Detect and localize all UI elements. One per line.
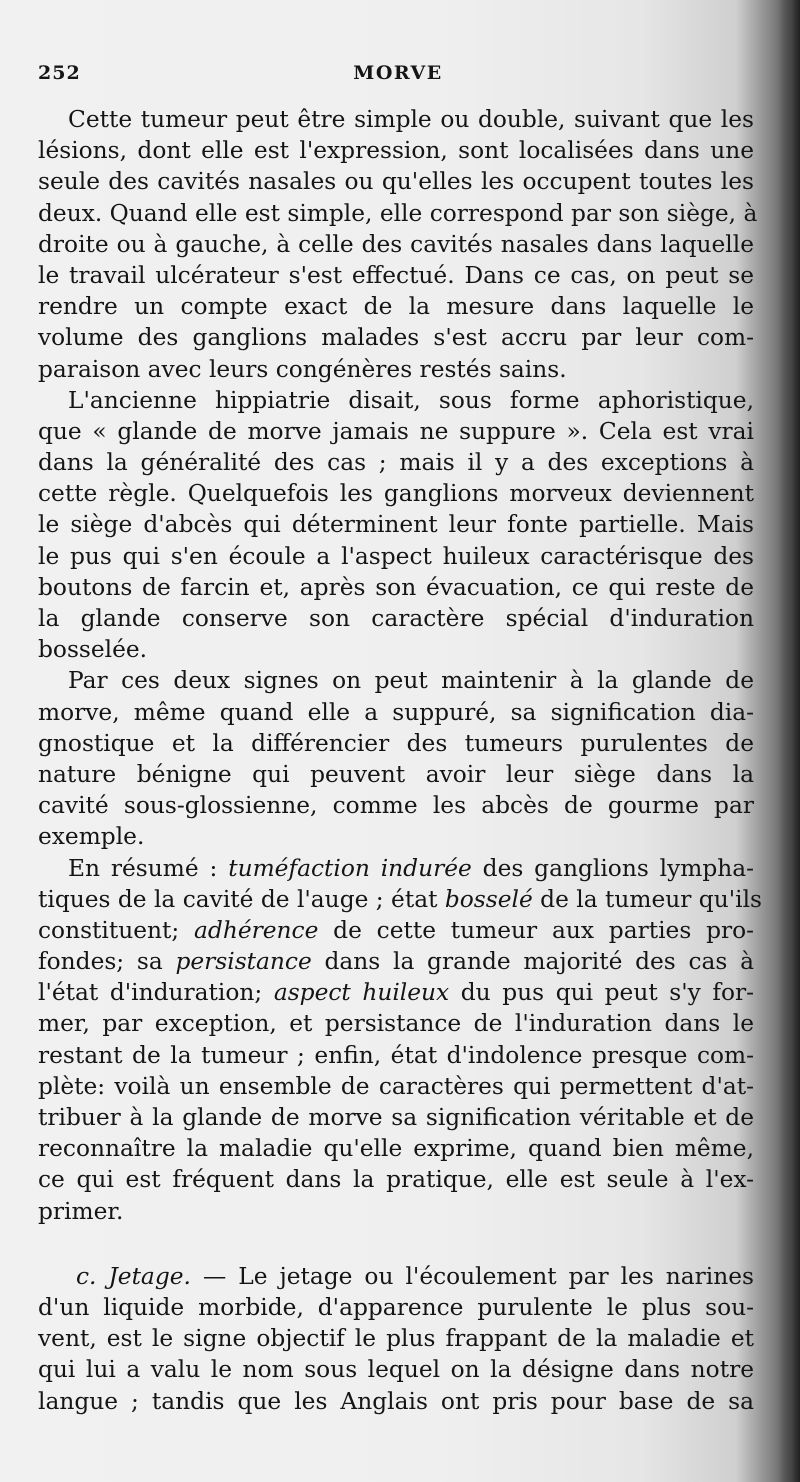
text-line: qui lui a valu le nom sous lequel on la désigne dans notre <box>38 1356 754 1384</box>
text-fragment: de la tumeur qu'ils <box>540 885 762 913</box>
text-line: rendre un compte exact de la mesure dans laquelle le <box>38 293 754 321</box>
text-line: la glande conserve son caractère spécial d'induration <box>38 605 754 632</box>
text-line: plète: voilà un ensemble de caractères qui permettent d'at- <box>38 1072 754 1100</box>
text-line: L'ancienne hippiatrie disait, sous forme aphoristique, <box>68 386 754 414</box>
text-fragment: constituent; <box>38 916 180 944</box>
running-header <box>38 62 758 90</box>
text-line: volume des ganglions malades s'est accru par leur com- <box>38 324 754 352</box>
text-fragment: du pus qui peut s'y for- <box>460 979 755 1007</box>
text-line: deux. Quand elle est simple, elle correspond par son siège, à <box>38 199 758 227</box>
page-binding-shadow <box>778 0 800 1482</box>
resume-lead: En résumé : <box>68 854 218 882</box>
text-fragment: de cette tumeur aux parties pro- <box>333 916 755 944</box>
text-line: bosselée. <box>38 636 148 664</box>
text-line: lésions, dont elle est l'expression, sont localisées dans une <box>38 137 754 165</box>
text-line: boutons de farcin et, après son évacuation, ce qui reste de <box>38 573 754 601</box>
emphasis-term: bosselé <box>444 885 533 913</box>
text-line: le pus qui s'en écoule a l'aspect huileux caractérisque des <box>38 542 754 570</box>
text-line: Cette tumeur peut être simple ou double, suivant que les <box>68 106 754 133</box>
text-line <box>38 884 762 915</box>
text-line <box>38 946 754 977</box>
emphasis-term: tuméfaction indurée <box>228 854 472 882</box>
resume-rest: des ganglions lympha- <box>482 854 755 882</box>
body-text <box>38 104 762 1417</box>
text-line: le siège d'abcès qui déterminent leur fonte partielle. Mais <box>38 511 754 539</box>
emphasis-term: adhérence <box>194 916 319 944</box>
text-line <box>38 1261 754 1292</box>
emphasis-term: persistance <box>175 948 312 976</box>
text-line: restant de la tumeur ; enfin, état d'indolence presque com- <box>38 1041 754 1069</box>
text-line: que « glande de morve jamais ne suppure ». Cela est vrai <box>38 417 754 445</box>
text-line: gnostique et la différencier des tumeurs purulentes de <box>38 729 754 757</box>
text-fragment: fondes; sa <box>38 948 163 976</box>
running-title: MORVE <box>353 62 443 84</box>
text-line: Par ces deux signes on peut maintenir à la glande de <box>68 667 754 695</box>
text-line: tribuer à la glande de morve sa signification véritable et de <box>38 1104 754 1131</box>
text-line: droite ou à gauche, à celle des cavités nasales dans laquelle <box>38 230 754 258</box>
text-line <box>38 915 754 946</box>
text-line: cette règle. Quelquefois les ganglions morveux deviennent <box>38 480 754 508</box>
text-line: mer, par exception, et persistance de l'induration dans le <box>38 1010 754 1038</box>
text-line: cavité sous-glossienne, comme les abcès de gourme par <box>38 792 754 820</box>
text-fragment: dans la grande majorité des cas à <box>324 948 754 976</box>
text-line <box>38 977 754 1008</box>
text-line: ce qui est fréquent dans la pratique, elle est seule à l'ex- <box>38 1166 754 1194</box>
text-fragment: l'état d'induration; <box>38 979 263 1007</box>
emphasis-term: aspect huileux <box>273 979 450 1007</box>
text-line: reconnaître la maladie qu'elle exprime, quand bien même, <box>38 1135 754 1163</box>
text-line: exemple. <box>38 823 145 851</box>
text-line: paraison avec leurs congénères restés sains. <box>38 355 567 383</box>
section-label: c. Jetage. <box>76 1262 191 1290</box>
text-fragment: — Le jetage ou l'écoulement par les narines <box>202 1262 755 1290</box>
text-line <box>38 853 754 884</box>
text-line: langue ; tandis que les Anglais ont pris pour base de sa <box>38 1387 754 1415</box>
text-line: nature bénigne qui peuvent avoir leur siège dans la <box>38 760 754 788</box>
text-line: morve, même quand elle a suppuré, sa signification dia- <box>38 698 754 726</box>
text-line: d'un liquide morbide, d'apparence purulente le plus sou- <box>38 1293 754 1321</box>
text-fragment: tiques de la cavité de l'auge ; état <box>38 885 438 913</box>
text-line: primer. <box>38 1197 124 1225</box>
page-number: 252 <box>38 62 81 84</box>
text-line: seule des cavités nasales ou qu'elles les occupent toutes les <box>38 168 754 196</box>
text-line: le travail ulcérateur s'est effectué. Dans ce cas, on peut se <box>38 261 754 289</box>
text-line: dans la généralité des cas ; mais il y a des exceptions à <box>38 449 754 477</box>
text-line: vent, est le signe objectif le plus frappant de la maladie et <box>38 1325 754 1353</box>
